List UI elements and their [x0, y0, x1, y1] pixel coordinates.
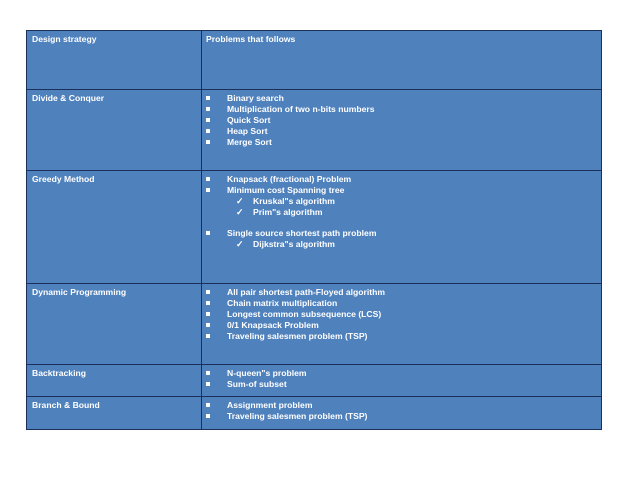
strategy-cell: Divide & Conquer [27, 90, 202, 170]
square-bullet-icon [206, 414, 210, 418]
sub-list-item: ✓ Kruskal"s algorithm [236, 196, 335, 206]
square-bullet-icon [206, 107, 210, 111]
list-item: N-queen"s problem [206, 368, 597, 379]
strategy-cell: Branch & Bound [27, 397, 202, 429]
square-bullet-icon [206, 403, 210, 407]
list-item: Longest common subsequence (LCS) [206, 309, 597, 320]
table-row [27, 396, 601, 429]
square-bullet-icon [206, 118, 210, 122]
list-item: Traveling salesmen problem (TSP) [206, 331, 597, 342]
problems-cell [202, 171, 601, 283]
header-design-strategy: Design strategy [27, 31, 202, 89]
problems-cell [202, 397, 601, 429]
problems-cell [202, 365, 601, 396]
table-row [27, 89, 601, 170]
square-bullet-icon [206, 312, 210, 316]
square-bullet-icon [206, 231, 210, 235]
strategy-cell: Backtracking [27, 365, 202, 396]
table-row [27, 283, 601, 364]
list-item: Chain matrix multiplication [206, 298, 597, 309]
strategy-cell: Greedy Method [27, 171, 202, 283]
list-item: 0/1 Knapsack Problem [206, 320, 597, 331]
strategy-table [26, 30, 602, 430]
list-item: Quick Sort [206, 115, 597, 126]
square-bullet-icon [206, 301, 210, 305]
checkmark-icon: ✓ [236, 239, 244, 249]
table-row [27, 364, 601, 396]
checkmark-icon: ✓ [236, 196, 244, 206]
list-item: Sum-of subset [206, 379, 597, 390]
sub-list-item: ✓ Dijkstra"s algorithm [236, 239, 335, 249]
list-item: Minimum cost Spanning tree [206, 185, 597, 196]
list-item: Merge Sort [206, 137, 597, 148]
sub-list-item: ✓ Prim"s algorithm [236, 207, 323, 217]
list-item: Heap Sort [206, 126, 597, 137]
problems-cell [202, 284, 601, 364]
header-problems: Problems that follows [206, 34, 296, 44]
problems-cell [202, 90, 601, 170]
square-bullet-icon [206, 129, 210, 133]
list-item: Traveling salesmen problem (TSP) [206, 411, 597, 422]
square-bullet-icon [206, 323, 210, 327]
list-item: Knapsack (fractional) Problem [206, 174, 597, 185]
list-item: All pair shortest path-Floyed algorithm [206, 287, 597, 298]
strategy-cell: Dynamic Programming [27, 284, 202, 364]
header-row [27, 31, 601, 89]
table-row [27, 170, 601, 283]
list-item: Multiplication of two n-bits numbers [206, 104, 597, 115]
list-item: Binary search [206, 93, 597, 104]
list-item: Assignment problem [206, 400, 597, 411]
square-bullet-icon [206, 188, 210, 192]
square-bullet-icon [206, 177, 210, 181]
square-bullet-icon [206, 334, 210, 338]
square-bullet-icon [206, 96, 210, 100]
square-bullet-icon [206, 140, 210, 144]
square-bullet-icon [206, 371, 210, 375]
list-item: Single source shortest path problem [206, 228, 597, 239]
checkmark-icon: ✓ [236, 207, 244, 217]
square-bullet-icon [206, 290, 210, 294]
square-bullet-icon [206, 382, 210, 386]
